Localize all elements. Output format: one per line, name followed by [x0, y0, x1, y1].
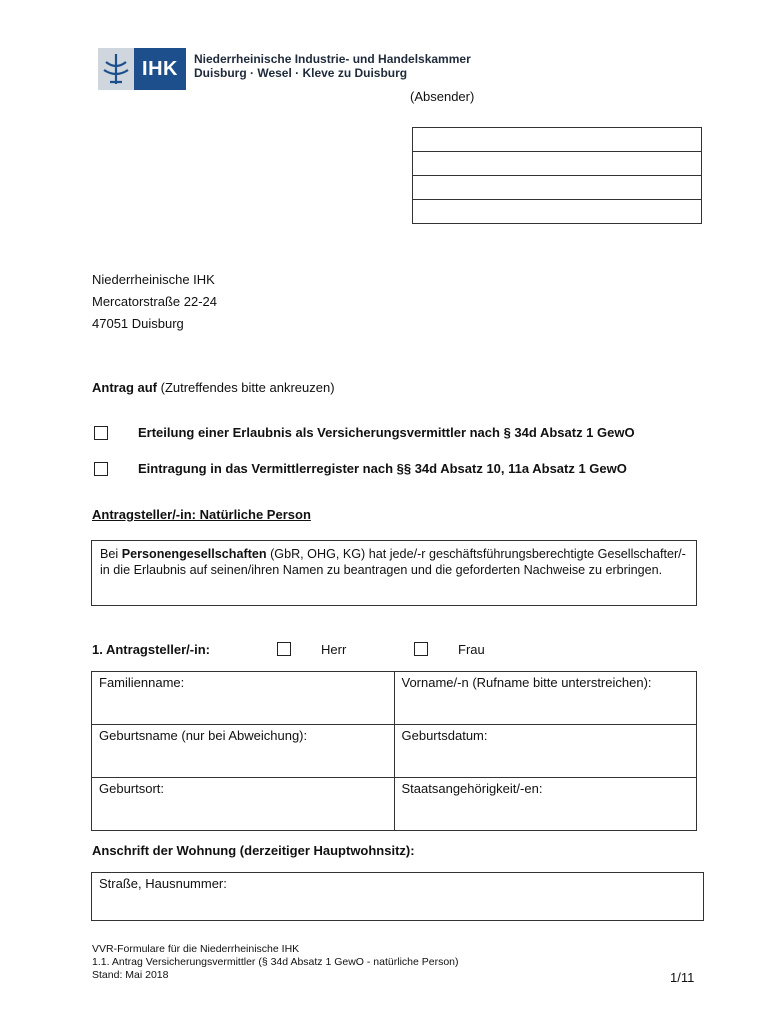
checkbox-frau[interactable] [414, 642, 428, 656]
label-frau: Frau [458, 642, 485, 657]
info-text-post: (GbR, OHG, KG) hat jede/-r geschäftsführungsberechtigte Gesellschafter/-in die Erlaubnis auf seinen/ihren Namen zu beantragen und die geforderten Nachweise zu erbringen. [100, 547, 686, 577]
checkbox-eintragung[interactable] [94, 462, 108, 476]
sender-field-2[interactable] [413, 152, 701, 176]
page-number: 1/11 [670, 970, 695, 985]
footer-line-3: Stand: Mai 2018 [92, 969, 169, 981]
info-box-partnerships [91, 540, 697, 606]
field-geburtsdatum[interactable]: Geburtsdatum: [394, 725, 697, 778]
footer-line-1: VVR-Formulare für die Niederrheinische IHK [92, 943, 300, 955]
field-vorname[interactable]: Vorname/-n (Rufname bitte unterstreichen): [394, 672, 697, 725]
field-geburtsname[interactable]: Geburtsname (nur bei Abweichung): [92, 725, 395, 778]
sender-field-3[interactable] [413, 176, 701, 200]
sender-field-1[interactable] [413, 128, 701, 152]
field-geburtsort[interactable]: Geburtsort: [92, 778, 395, 831]
address-heading: Anschrift der Wohnung (derzeitiger Hauptwohnsitz): [92, 843, 415, 858]
section-heading-natural-person: Antragsteller/-in: Natürliche Person [92, 507, 311, 522]
option-eintragung-label: Eintragung in das Vermittlerregister nach §§ 34d Absatz 10, 11a Absatz 1 GewO [138, 461, 627, 476]
ihk-logo [98, 48, 186, 90]
antrag-label-hint: (Zutreffendes bitte ankreuzen) [157, 380, 335, 395]
org-locations: Duisburg · Wesel · Kleve zu Duisburg [194, 66, 408, 80]
label-herr: Herr [321, 642, 347, 657]
recipient-city: 47051 Duisburg [92, 316, 184, 331]
option-erlaubnis-label: Erteilung einer Erlaubnis als Versicherungsvermittler nach § 34d Absatz 1 GewO [138, 425, 635, 440]
org-name: Niederrheinische Industrie- und Handelskammer [194, 52, 471, 66]
antrag-label [92, 380, 335, 395]
footer-line-2: 1.1. Antrag Versicherungsvermittler (§ 34d Absatz 1 GewO - natürliche Person) [92, 956, 459, 968]
field-strasse-hausnummer[interactable]: Straße, Hausnummer: [91, 872, 704, 921]
checkbox-erlaubnis[interactable] [94, 426, 108, 440]
sender-fields [412, 127, 702, 224]
field-familienname[interactable]: Familienname: [92, 672, 395, 725]
info-text-pre: Bei [100, 547, 122, 561]
sender-label: (Absender) [410, 89, 475, 104]
info-text-bold: Personengesellschaften [121, 547, 267, 561]
field-staatsangehoerigkeit[interactable]: Staatsangehörigkeit/-en: [394, 778, 697, 831]
recipient-street: Mercatorstraße 22-24 [92, 294, 217, 309]
applicant-heading: 1. Antragsteller/-in: [92, 642, 210, 657]
ihk-logo-text: IHK [134, 48, 186, 90]
sender-field-4[interactable] [413, 200, 701, 223]
recipient-name: Niederrheinische IHK [92, 272, 215, 287]
antrag-label-bold: Antrag auf [92, 380, 157, 395]
ihk-emblem-icon [98, 48, 134, 90]
applicant-fields-table [91, 671, 697, 831]
checkbox-herr[interactable] [277, 642, 291, 656]
